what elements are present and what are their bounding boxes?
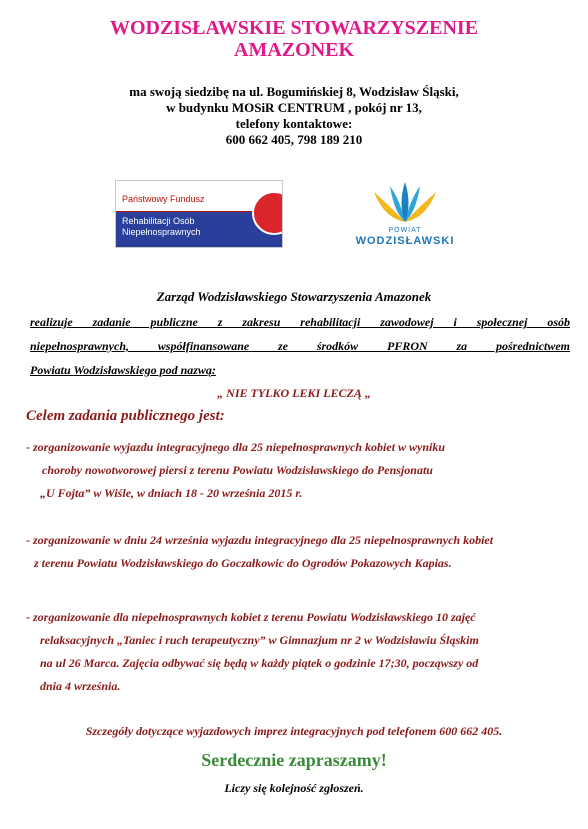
pfron-logo-line1: Państwowy Fundusz bbox=[122, 194, 205, 204]
goal-line: - zorganizowanie w dniu 24 września wyjazdu integracyjnego dla 25 niepełnosprawnych kobiet bbox=[26, 533, 494, 547]
pfron-logo-line2: Rehabilitacji Osób bbox=[122, 216, 195, 226]
invite-line: Serdecznie zapraszamy! bbox=[201, 750, 387, 770]
powiat-logo-line2: WODZISŁAWSKI bbox=[355, 235, 455, 247]
goal-heading: Celem zadania publicznego jest: bbox=[26, 408, 225, 424]
goal-item-2 bbox=[26, 529, 576, 575]
goal-line: - zorganizowanie wyjazdu integracyjnego dla 25 niepełnosprawnych kobiet w wyniku bbox=[26, 440, 446, 454]
goal-line: z terenu Powiatu Wodzisławskiego do Goczałkowic do Ogrodów Pokazowych Kapias. bbox=[34, 556, 452, 570]
pfron-logo-line3: Niepełnosprawnych bbox=[122, 227, 201, 237]
goal-line: choroby nowotworowej piersi z terenu Powiatu Wodzisławskiego do Pensjonatu bbox=[42, 463, 433, 477]
goal-line: dnia 4 września. bbox=[40, 679, 121, 693]
task-line: realizuje zadanie publiczne z zakresu rehabilitacji zawodowej i społecznej osób bbox=[30, 315, 570, 329]
board-heading: Zarząd Wodzisławskiego Stowarzyszenia Amazonek bbox=[156, 289, 432, 304]
pfron-logo bbox=[115, 180, 283, 248]
address-line: w budynku MOSiR CENTRUM , pokój nr 13, bbox=[166, 100, 422, 115]
address-line: ma swoją siedzibę na ul. Bogumińskiej 8, Wodzisław Śląski, bbox=[129, 84, 459, 99]
contact-label: telefony kontaktowe: bbox=[235, 116, 353, 131]
phone-numbers: 600 662 405, 798 189 210 bbox=[225, 132, 363, 147]
task-line: niepełnosprawnych, współfinansowane ze środków PFRON za pośrednictwem bbox=[30, 339, 570, 353]
powiat-logo bbox=[350, 178, 460, 252]
goal-item-1 bbox=[26, 436, 566, 505]
powiat-logo-line1: POWIAT bbox=[388, 227, 422, 234]
task-name: „ NIE TYLKO LEKI LECZĄ „ bbox=[217, 386, 371, 400]
pfron-logo-line2-3 bbox=[122, 216, 201, 238]
powiat-emblem-icon bbox=[350, 178, 460, 226]
details-line: Szczegóły dotyczące wyjazdowych imprez integracyjnych pod telefonem 600 662 405. bbox=[85, 724, 503, 738]
goal-line: „U Fojta” w Wiśle, w dniach 18 - 20 września 2015 r. bbox=[40, 486, 303, 500]
goal-line: na ul 26 Marca. Zajęcia odbywać się będą w każdy piątek o godzinie 17;30, począwszy od bbox=[40, 656, 479, 670]
org-title-line1: WODZISŁAWSKIE STOWARZYSZENIE bbox=[109, 17, 479, 39]
goal-line: relaksacyjnych „Taniec i ruch terapeutyczny” w Gimnazjum nr 2 w Wodzisławiu Śląskim bbox=[40, 633, 479, 647]
task-line: Powiatu Wodzisławskiego pod nazwą: bbox=[30, 363, 216, 377]
order-line: Liczy się kolejność zgłoszeń. bbox=[224, 781, 364, 795]
goal-item-3 bbox=[26, 606, 576, 698]
goal-line: - zorganizowanie dla niepełnosprawnych kobiet z terenu Powiatu Wodzisławskiego 10 zajęć bbox=[26, 610, 476, 624]
org-title-line2: AMAZONEK bbox=[234, 39, 354, 61]
